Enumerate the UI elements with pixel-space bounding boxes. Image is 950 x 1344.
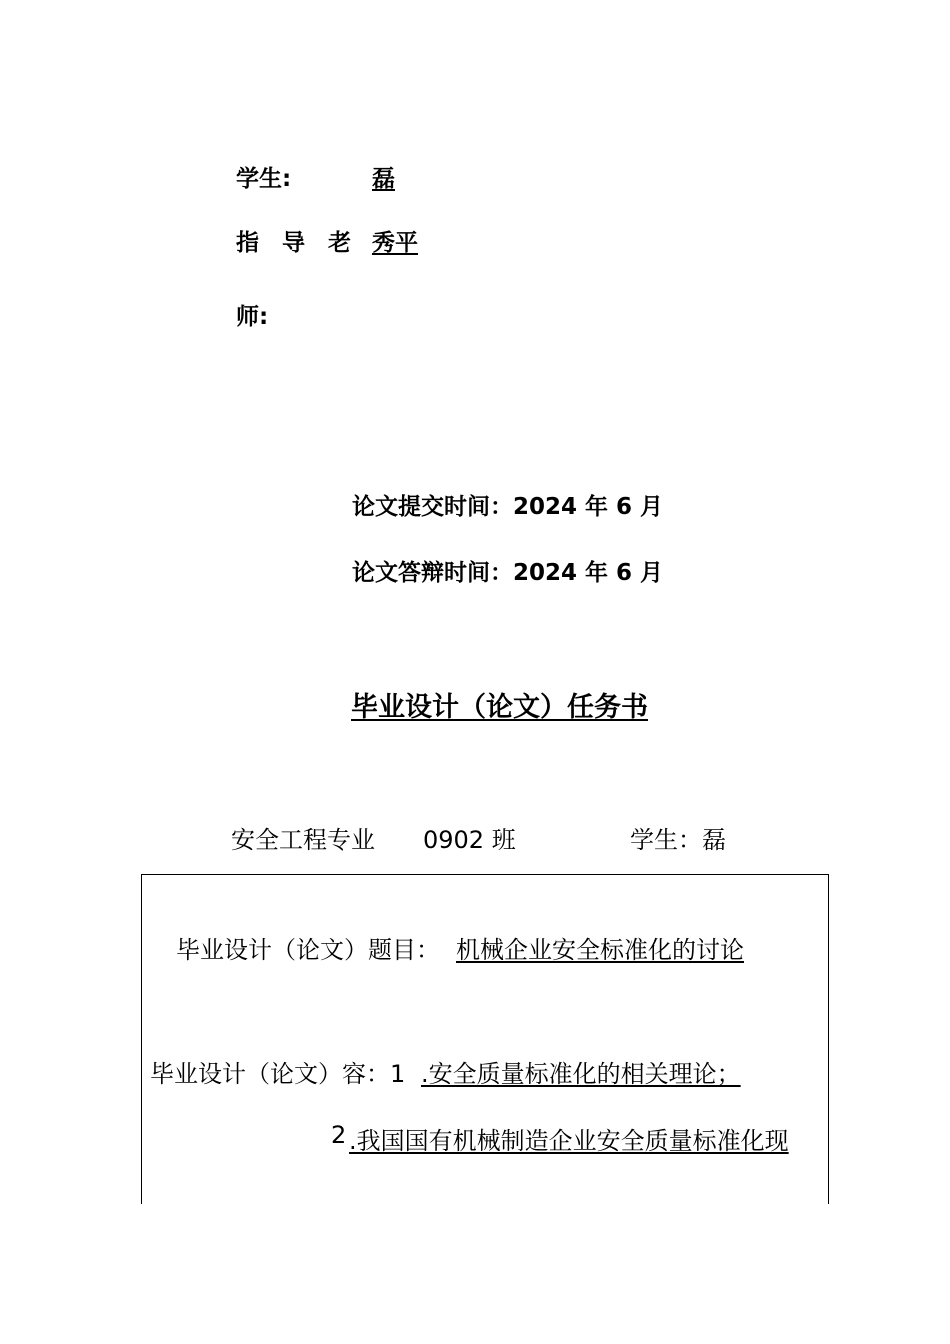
advisor-label-line2: 师: (236, 304, 269, 330)
advisor-name: 秀平 (372, 230, 418, 256)
student-label: 学生: (236, 166, 292, 192)
content-item-2-number: 2 (331, 1121, 347, 1149)
task-heading: 毕业设计（论文）任务书 (351, 692, 648, 723)
submit-time: 论文提交时间：2024 年 6 月 (352, 494, 664, 520)
content-label: 毕业设计（论文）容：1 (150, 1060, 406, 1088)
advisor-label-line1: 指 导 老 (236, 230, 351, 256)
major-class: 安全工程专业 0902 班 (231, 826, 516, 854)
defense-time: 论文答辩时间：2024 年 6 月 (352, 560, 664, 586)
topic-value: 机械企业安全标准化的讨论 (456, 936, 744, 964)
student-name: 磊 (372, 166, 395, 192)
task-student: 学生：磊 (630, 826, 726, 854)
content-item-2: .我国国有机械制造企业安全质量标准化现 (349, 1127, 789, 1155)
topic-label: 毕业设计（论文）题目： (176, 936, 440, 964)
content-item-1: .安全质量标准化的相关理论； (421, 1060, 741, 1088)
